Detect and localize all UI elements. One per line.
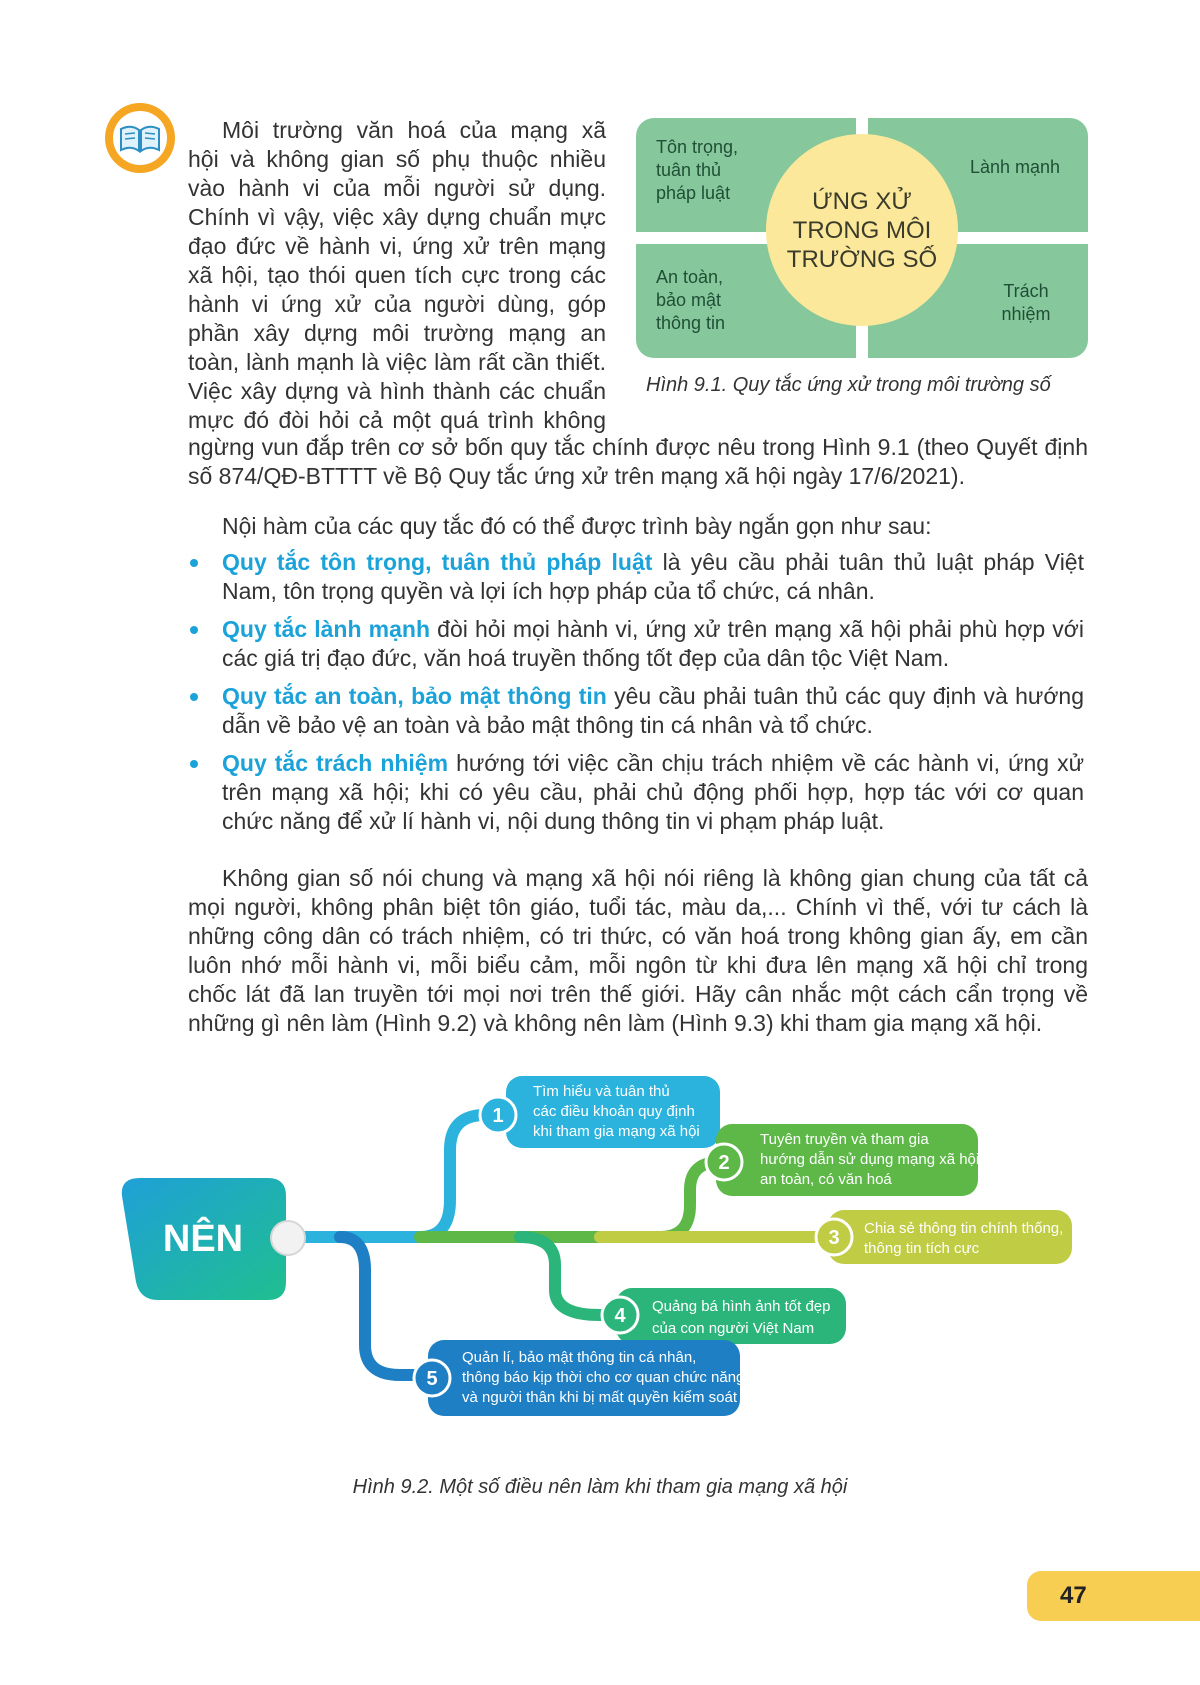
rule-term: Quy tắc tôn trọng, tuân thủ pháp luật (222, 549, 653, 575)
intro-line: phần xây dựng môi trường mạng an (188, 320, 606, 346)
quadrant-label: An toàn, bảo mật thông tin (656, 267, 726, 333)
list-item (184, 548, 1084, 606)
intro-line: Môi trường văn hoá của mạng xã (222, 117, 606, 143)
node-5-line: thông báo kịp thời cho cơ quan chức năng (462, 1369, 745, 1386)
bullet-icon (190, 559, 198, 567)
node-5-line: Quản lí, bảo mật thông tin cá nhân, (462, 1349, 697, 1366)
bullet-icon (190, 693, 198, 701)
center-circle (766, 134, 958, 326)
list-item (184, 749, 1084, 836)
intro-line: vào hành vi của mỗi người sử dụng. (188, 175, 606, 201)
intro-line: toàn, lành mạnh là việc làm rất cần thiết. (188, 349, 606, 375)
node-2-number: 2 (718, 1152, 730, 1174)
node-4-line: của con người Việt Nam (652, 1320, 815, 1337)
bullet-icon (190, 760, 198, 768)
node-2-line: hướng dẫn sử dụng mạng xã hội (760, 1151, 980, 1168)
rule-term: Quy tắc an toàn, bảo mật thông tin (222, 683, 607, 709)
node-2-line: Tuyên truyền và tham gia (760, 1131, 929, 1148)
quadrant-label: Trách nhiệm (1001, 281, 1051, 324)
intro-continuation: ngừng vun đắp trên cơ sở bốn quy tắc chính được nêu trong Hình 9.1 (theo Quyết định số 874/QĐ-BTTTT về Bộ Quy tắc ứng xử trên mạng xã hội ngày 17/6/2021). (188, 434, 1088, 489)
list-item (184, 615, 1084, 673)
figure-9-1-caption: Hình 9.1. Quy tắc ứng xử trong môi trường số (646, 374, 1051, 396)
intro-lines (188, 116, 606, 435)
rule-text: yêu cầu phải tuân thủ các quy định và hướng dẫn về bảo vệ an toàn và bảo mật thông tin cá nhân và tổ chức. (222, 683, 1084, 738)
intro-line: Việc xây dựng và hình thành các chuẩn (188, 378, 606, 404)
page-number: 47 (1060, 1582, 1087, 1609)
intro-line: mực đó đòi hỏi cả một quá trình không (188, 407, 606, 433)
quadrant-label: Tôn trọng, tuân thủ pháp luật (656, 137, 739, 203)
intro-line: xã hội, tạo thói quen tích cực trong các (188, 262, 606, 288)
figure-9-2 (0, 1050, 1200, 1470)
figure-9-2-caption: Hình 9.2. Một số điều nên làm khi tham gia mạng xã hội (352, 1476, 848, 1498)
node-3-line: Chia sẻ thông tin chính thống, (864, 1220, 1064, 1237)
intro-line: hội và không gian số phụ thuộc nhiều (188, 146, 606, 172)
node-5-line: và người thân khi bị mất quyền kiểm soát (462, 1389, 738, 1406)
root-label: NÊN (162, 1218, 244, 1260)
page-number-badge (1027, 1571, 1200, 1621)
branch-1 (290, 1115, 510, 1237)
node-4-number: 4 (614, 1305, 626, 1327)
node-4-line: Quảng bá hình ảnh tốt đẹp (652, 1298, 831, 1315)
intro-line: hành vi ứng xử của người dùng, góp (188, 291, 606, 317)
closing-paragraph: Không gian số nói chung và mạng xã hội nói riêng là không gian chung của tất cả mọi người, không phân biệt tôn giáo, tuổi tác, màu da,... Chính vì thế, với tư cách là những công dân có trách nhiệm, có tri thức, có văn hoá trong không gian ấy, em cần luôn nhớ mỗi hành vi, mỗi biểu cảm, mỗi ngôn từ khi đưa lên mạng xã hội chỉ trong chốc lát đã lan truyền tới mọi nơi trên thế giới. Hãy cân nhắc một cách cẩn trọng về những gì nên làm (Hình 9.2) và không nên làm (Hình 9.3) khi tham gia mạng xã hội. (188, 865, 1088, 1036)
root-connector (271, 1221, 305, 1255)
bullet-icon (190, 626, 198, 634)
branch-5 (340, 1237, 430, 1375)
node-3-number: 3 (828, 1227, 840, 1249)
intro-line: Chính vì vậy, việc xây dựng chuẩn mực (188, 204, 606, 230)
node-3-line: thông tin tích cực (864, 1240, 980, 1257)
node-2-line: an toàn, có văn hoá (760, 1171, 892, 1188)
figure-9-1 (636, 118, 1088, 362)
node-1-line: khi tham gia mạng xã hội (533, 1123, 700, 1140)
intro-paragraph (188, 116, 606, 435)
rule-text: hướng tới việc cần chịu trách nhiệm về các hành vi, ứng xử trên mạng xã hội; khi có yêu cầu, phải chủ động phối hợp, hợp tác với cơ quan chức năng để xử lí hành vi, nội dung thông tin vi phạm pháp luật. (222, 750, 1084, 834)
rule-text: đòi hỏi mọi hành vi, ứng xử trên mạng xã hội phải phù hợp với các giá trị đạo đức, văn hoá truyền thống tốt đẹp của dân tộc Việt Nam. (222, 616, 1085, 671)
node-1-line: các điều khoản quy định (533, 1103, 695, 1120)
rules-lead-in: Nội hàm của các quy tắc đó có thể được trình bày ngắn gọn như sau: (222, 513, 932, 539)
rule-term: Quy tắc lành mạnh (222, 616, 431, 642)
center-label: ỨNG XỬ TRONG MÔI TRƯỜNG SỐ (786, 187, 938, 273)
rule-text: là yêu cầu phải tuân thủ luật pháp Việt Nam, tôn trọng quyền và lợi ích hợp pháp của tổ chức, cá nhân. (222, 549, 1084, 604)
rule-term: Quy tắc trách nhiệm (222, 750, 449, 776)
open-book-icon (112, 110, 168, 166)
node-1-number: 1 (492, 1105, 504, 1127)
node-1-line: Tìm hiểu và tuân thủ (533, 1083, 670, 1100)
branch-2 (420, 1162, 720, 1237)
node-5-number: 5 (426, 1368, 438, 1390)
list-item (184, 682, 1084, 740)
intro-line: đạo đức về hành vi, ứng xử trên mạng (188, 233, 606, 259)
rules-list (184, 548, 1084, 845)
quadrant-label: Lành mạnh (970, 157, 1061, 177)
